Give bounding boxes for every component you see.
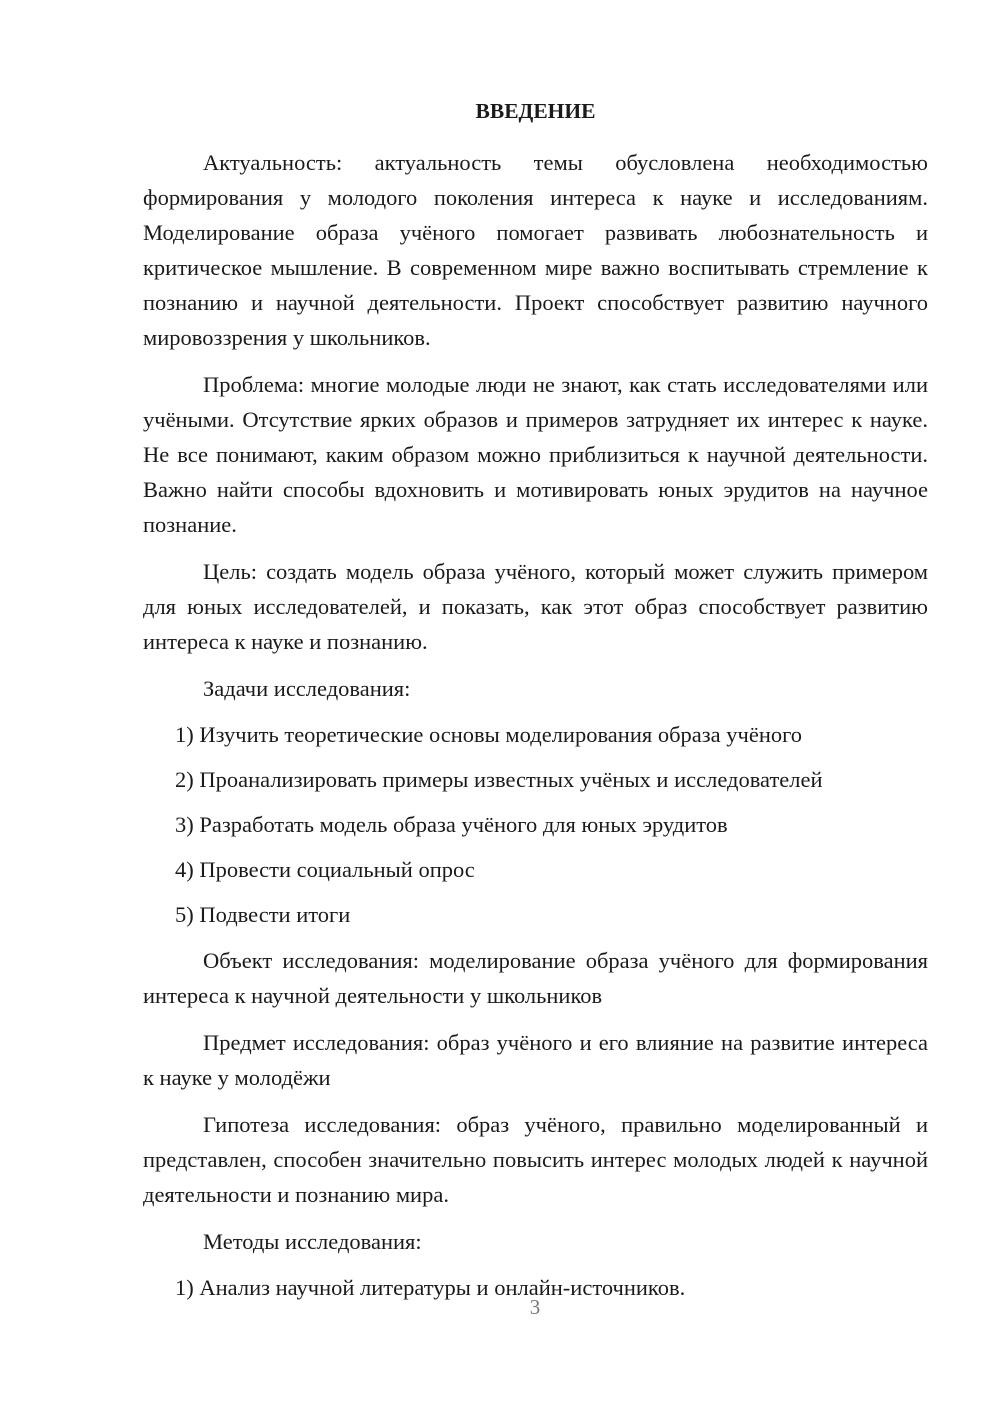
object-paragraph: Объект исследования: моделирование образа учёного для формирования интереса к научной деятельности у школьников [143, 948, 928, 1008]
subject-paragraph: Предмет исследования: образ учёного и его влияние на развитие интереса к науке у молодёжи [143, 1030, 928, 1090]
tasks-list [143, 717, 928, 932]
goal-paragraph: Цель: создать модель образа учёного, который может служить примером для юных исследователей, и показать, как этот образ способствует развитию интереса к науке и познанию. [143, 559, 928, 654]
hypothesis-paragraph: Гипотеза исследования: образ учёного, правильно моделированный и представлен, способен значительно повысить интерес молодых людей к научной деятельности и познанию мира. [143, 1112, 928, 1207]
page-number: 3 [529, 1295, 541, 1319]
page-title: ВВЕДЕНИЕ [475, 99, 596, 123]
list-item: 1) Анализ научной литературы и онлайн-источников. [175, 1275, 686, 1300]
list-item: 3) Разработать модель образа учёного для юных эрудитов [175, 812, 728, 837]
page-content [143, 97, 928, 1316]
relevance-paragraph: Актуальность: актуальность темы обусловлена необходимостью формирования у молодого поколения интереса к науке и исследованиям. Моделирование образа учёного помогает развивать любознательность и критическое мышление. В современном мире важно воспитывать стремление к познанию и научной деятельности. Проект способствует развитию научного мировоззрения у школьников. [143, 150, 928, 350]
problem-paragraph: Проблема: многие молодые люди не знают, как стать исследователями или учёными. Отсутствие ярких образов и примеров затрудняет их интерес к науке. Не все понимают, каким образом можно приблизиться к научной деятельности. Важно найти способы вдохновить и мотивировать юных эрудитов на научное познание. [143, 372, 928, 537]
list-item: 5) Подвести итоги [175, 902, 351, 927]
list-item: 2) Проанализировать примеры известных учёных и исследователей [175, 767, 823, 792]
tasks-label: Задачи исследования: [203, 676, 411, 701]
list-item: 4) Провести социальный опрос [175, 857, 475, 882]
list-item: 1) Изучить теоретические основы моделирования образа учёного [175, 722, 803, 747]
methods-label: Методы исследования: [203, 1229, 422, 1254]
